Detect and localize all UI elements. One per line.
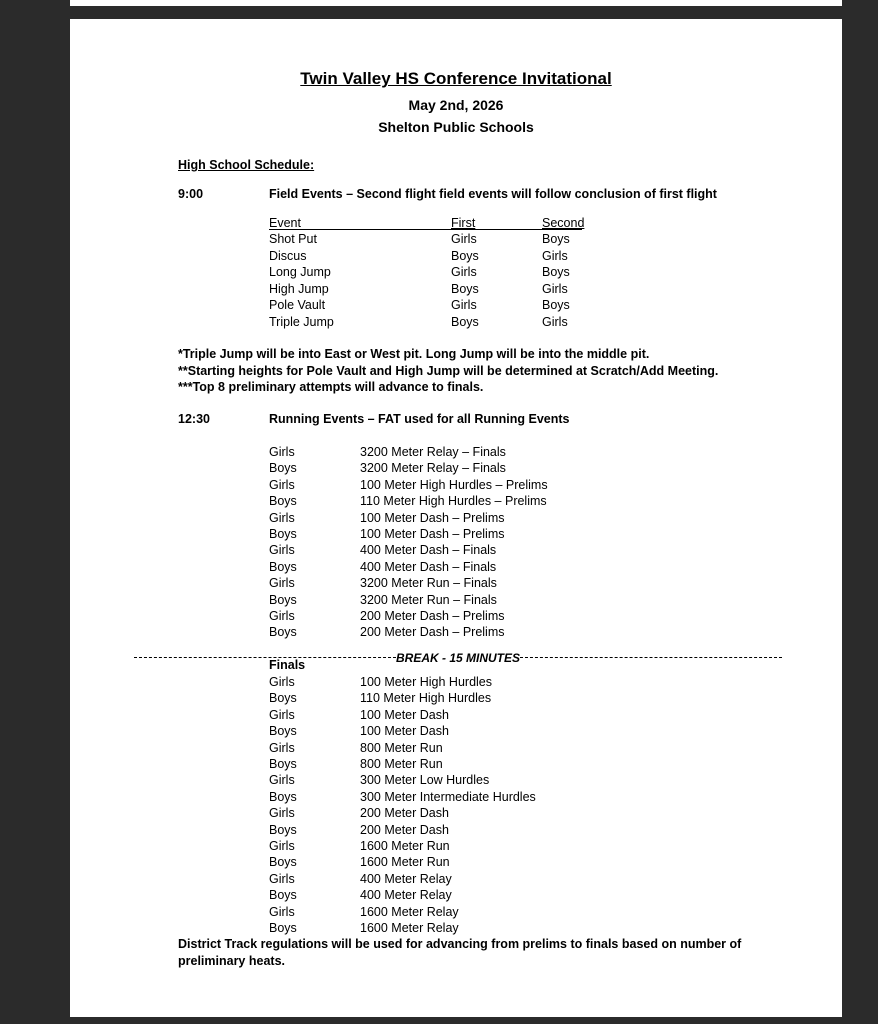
final-event-name: 100 Meter Dash — [360, 707, 449, 722]
final-event-gender: Boys — [269, 789, 297, 804]
final-event-gender: Girls — [269, 773, 295, 788]
field-event-second-flight: Girls — [542, 314, 568, 329]
final-event-name: 110 Meter High Hurdles — [360, 691, 492, 706]
field-event-first-flight: Boys — [451, 314, 479, 329]
field-note: **Starting heights for Pole Vault and High Jump will be determined at Scratch/Add Meeting. — [178, 363, 719, 378]
final-event-gender: Boys — [269, 757, 297, 771]
final-event-name: 100 Meter High Hurdles — [360, 675, 493, 689]
field-col-second: Second — [542, 216, 585, 230]
running-event-gender: Boys — [269, 592, 297, 607]
final-event-gender: Girls — [269, 839, 295, 853]
running-event-name: 3200 Meter Run – Finals — [360, 576, 497, 591]
previous-page-edge — [70, 0, 842, 6]
field-note: ***Top 8 preliminary attempts will advance to finals. — [178, 380, 484, 394]
final-event-name: 400 Meter Relay — [360, 888, 452, 903]
field-event-name: Shot Put — [269, 232, 317, 246]
final-event-name: 400 Meter Relay — [360, 871, 452, 886]
field-event-name: Discus — [269, 248, 307, 263]
footer-note-line-2: preliminary heats. — [178, 954, 285, 968]
final-event-name: 800 Meter Run — [360, 740, 443, 755]
field-event-first-flight: Boys — [451, 248, 479, 263]
final-event-name: 1600 Meter Run — [360, 855, 450, 870]
page-content — [70, 19, 842, 1017]
final-event-gender: Boys — [269, 855, 297, 870]
running-event-gender: Boys — [269, 461, 297, 476]
final-event-name: 1600 Meter Relay — [360, 904, 459, 919]
final-event-name: 800 Meter Run — [360, 757, 443, 771]
field-note: *Triple Jump will be into East or West pit. Long Jump will be into the middle pit. — [178, 347, 650, 361]
break-dash-right — [520, 657, 782, 658]
final-event-gender: Girls — [269, 871, 295, 886]
running-event-gender: Girls — [269, 510, 295, 525]
running-event-name: 100 Meter High Hurdles – Prelims — [360, 477, 548, 492]
final-event-name: 1600 Meter Relay — [360, 921, 459, 935]
field-event-first-flight: Boys — [451, 281, 479, 296]
final-event-gender: Boys — [269, 724, 297, 739]
running-event-name: 200 Meter Dash – Prelims — [360, 609, 505, 623]
final-event-name: 200 Meter Dash — [360, 806, 449, 821]
running-event-gender: Boys — [269, 625, 297, 640]
running-event-gender: Boys — [269, 559, 297, 574]
running-event-name: 100 Meter Dash – Prelims — [360, 527, 505, 541]
running-event-gender: Girls — [269, 609, 295, 623]
running-events-heading: Running Events – FAT used for all Running Events — [269, 412, 570, 426]
finals-heading: Finals — [269, 658, 306, 672]
running-event-name: 400 Meter Dash – Finals — [360, 559, 497, 574]
final-event-gender: Girls — [269, 675, 295, 689]
field-event-second-flight: Boys — [542, 298, 570, 312]
field-event-second-flight: Girls — [542, 281, 568, 296]
field-event-first-flight: Girls — [451, 298, 477, 312]
document-page — [70, 19, 842, 1017]
break-dash-left — [134, 657, 396, 658]
running-event-name: 3200 Meter Run – Finals — [360, 592, 497, 607]
document-title: Twin Valley HS Conference Invitational — [300, 69, 612, 88]
running-event-name: 100 Meter Dash – Prelims — [360, 510, 505, 525]
running-event-name: 200 Meter Dash – Prelims — [360, 625, 505, 640]
field-event-name: Triple Jump — [269, 314, 334, 329]
final-event-gender: Girls — [269, 740, 295, 755]
final-event-name: 300 Meter Intermediate Hurdles — [360, 789, 536, 804]
field-events-heading: Field Events – Second flight field events will follow conclusion of first flight — [269, 187, 717, 201]
final-event-name: 1600 Meter Run — [360, 839, 450, 853]
field-table-header-rule — [269, 229, 582, 230]
running-event-gender: Boys — [269, 494, 297, 509]
field-event-second-flight: Boys — [542, 232, 570, 246]
running-event-name: 3200 Meter Relay – Finals — [360, 461, 506, 476]
running-event-name: 400 Meter Dash – Finals — [360, 543, 497, 558]
field-event-second-flight: Boys — [542, 265, 570, 279]
final-event-gender: Boys — [269, 822, 297, 837]
break-label: BREAK - 15 MINUTES — [396, 650, 521, 665]
break-divider — [134, 649, 748, 666]
final-event-name: 200 Meter Dash — [360, 822, 449, 837]
running-events-time: 12:30 — [178, 412, 210, 426]
field-event-first-flight: Girls — [451, 265, 477, 279]
running-event-gender: Girls — [269, 477, 295, 492]
event-date: May 2nd, 2026 — [408, 97, 504, 113]
event-location: Shelton Public Schools — [378, 119, 534, 135]
final-event-gender: Boys — [269, 921, 297, 935]
final-event-gender: Boys — [269, 888, 297, 903]
field-event-name: High Jump — [269, 281, 329, 296]
final-event-gender: Girls — [269, 707, 295, 722]
field-event-second-flight: Girls — [542, 248, 568, 263]
field-event-name: Long Jump — [269, 265, 331, 279]
field-col-event: Event — [269, 216, 301, 230]
field-col-first: First — [451, 216, 476, 230]
final-event-name: 100 Meter Dash — [360, 724, 449, 739]
running-event-gender: Girls — [269, 576, 295, 591]
running-event-gender: Boys — [269, 527, 297, 541]
final-event-gender: Girls — [269, 806, 295, 821]
running-event-gender: Girls — [269, 445, 295, 459]
field-event-first-flight: Girls — [451, 232, 477, 246]
running-event-gender: Girls — [269, 543, 295, 558]
final-event-gender: Boys — [269, 691, 297, 706]
footer-note-line-1: District Track regulations will be used for advancing from prelims to finals based on number of — [178, 937, 742, 951]
final-event-gender: Girls — [269, 904, 295, 919]
schedule-heading: High School Schedule: — [178, 158, 315, 172]
final-event-name: 300 Meter Low Hurdles — [360, 773, 490, 788]
field-event-name: Pole Vault — [269, 298, 326, 312]
field-events-time: 9:00 — [178, 187, 204, 201]
running-event-name: 3200 Meter Relay – Finals — [360, 445, 506, 459]
running-event-name: 110 Meter High Hurdles – Prelims — [360, 494, 547, 509]
